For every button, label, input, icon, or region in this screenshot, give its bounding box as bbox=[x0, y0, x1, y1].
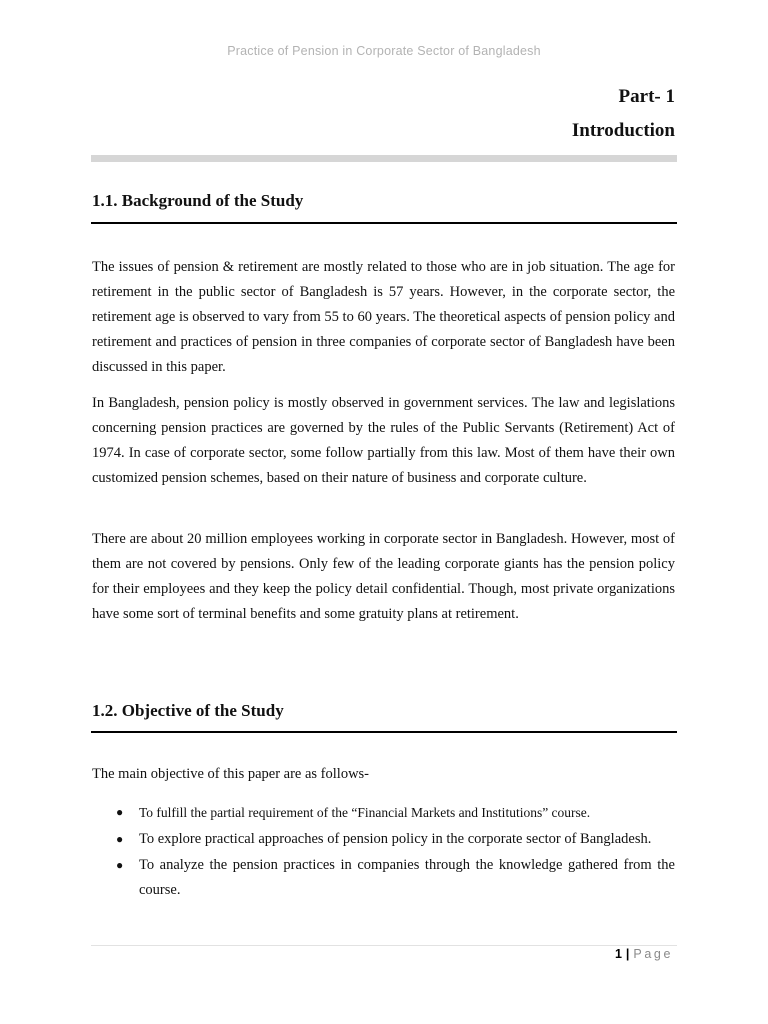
section-heading-objective: 1.2. Objective of the Study bbox=[92, 701, 284, 720]
section-heading-background: 1.1. Background of the Study bbox=[92, 191, 304, 210]
list-item-text: To fulfill the partial requirement of the “Financial Markets and Institutions” course. bbox=[139, 805, 591, 820]
bullet-icon: ● bbox=[116, 832, 124, 846]
list-item-text: To explore practical approaches of pension policy in the corporate sector of Bangladesh. bbox=[139, 831, 652, 847]
footer-rule bbox=[91, 945, 677, 946]
paragraph: The issues of pension & retirement are mostly related to those who are in job situation. The age for retirement in the public sector of Bangladesh is 57 years. However, in the corporate sector, the retirement age is observed to vary from 55 to 60 years. The theoretical aspects of pension policy and retirement and practices of pension in three companies of corporate sector of Bangladesh have been discussed in this paper. bbox=[92, 259, 675, 375]
part-title: Introduction bbox=[571, 120, 675, 141]
list-item bbox=[92, 853, 675, 903]
footer-separator: | bbox=[625, 947, 630, 961]
list-item bbox=[92, 800, 675, 826]
page-word: Page bbox=[633, 947, 673, 961]
section-rule bbox=[91, 222, 677, 224]
list-item bbox=[92, 827, 675, 852]
part-label: Part- 1 bbox=[618, 86, 675, 107]
bullet-icon: ● bbox=[116, 858, 124, 872]
section-rule bbox=[91, 731, 677, 733]
page-footer bbox=[615, 947, 673, 961]
paragraph: In Bangladesh, pension policy is mostly observed in government services. The law and legislations concerning pension practices are governed by the rules of the Public Servants (Retirement) Act of 1974. In case of corporate sector, some follow partially from this law. Most of them have their own customized pension schemes, based on their nature of business and corporate culture. bbox=[92, 395, 675, 486]
objective-intro: The main objective of this paper are as follows- bbox=[92, 766, 370, 782]
title-divider bbox=[91, 155, 677, 162]
bullet-icon: ● bbox=[116, 805, 124, 819]
list-item-text: To analyze the pension practices in companies through the knowledge gathered from the course. bbox=[139, 857, 675, 898]
page-number: 1 bbox=[614, 947, 622, 961]
objective-list bbox=[92, 800, 675, 904]
paragraph: There are about 20 million employees working in corporate sector in Bangladesh. However, most of them are not covered by pensions. Only few of the leading corporate giants has the pension policy for their employees and they keep the policy detail confidential. Though, most private organizations have some sort of terminal benefits and some gratuity plans at retirement. bbox=[92, 531, 675, 622]
running-header: Practice of Pension in Corporate Sector of Bangladesh bbox=[227, 44, 541, 58]
